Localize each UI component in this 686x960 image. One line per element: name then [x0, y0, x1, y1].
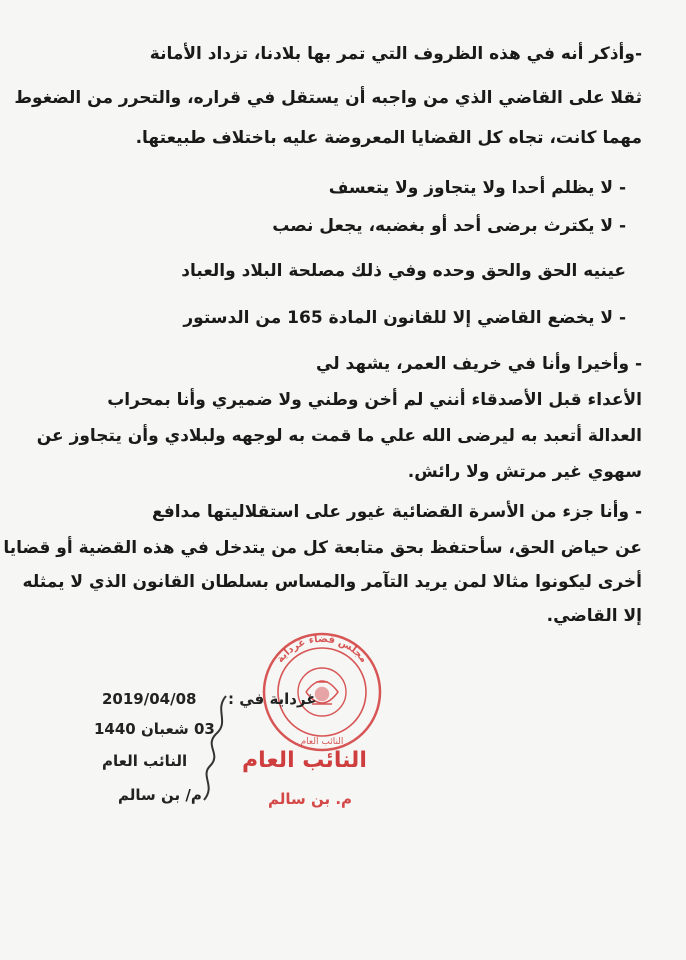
- paragraph-line: العدالة أتعبد به ليرضى الله علي ما قمت به لوجهه ولبلادي وأن يتجاوز عن: [36, 426, 642, 446]
- date-label: غرداية في :: [228, 690, 317, 708]
- paragraph-line: عينيه الحق والحق وحده وفي ذلك مصلحة البلاد والعباد: [181, 261, 626, 281]
- signatory-title: النائب العام: [102, 752, 188, 770]
- paragraph-line: إلا القاضي.: [546, 606, 642, 626]
- paragraph-line: - وأنا جزء من الأسرة القضائية غيور على استقلاليتها مدافع: [151, 502, 642, 522]
- paragraph-line: ثقلا على القاضي الذي من واجبه أن يستقل في قراره، والتحرر من الضغوط: [14, 88, 642, 108]
- stamp-outer-text: مجلس قضاء غرداية: [274, 633, 370, 665]
- paragraph-line: مهما كانت، تجاه كل القضايا المعروضة عليه باختلاف طبيعتها.: [135, 128, 642, 148]
- signatory-name: م/ بن سالم: [118, 786, 202, 804]
- date-value: 2019/04/08: [102, 690, 197, 708]
- stamp-bottom-text: النائب العام: [300, 737, 344, 747]
- paragraph-line: - وأخيرا وأنا في خريف العمر، يشهد لي: [316, 354, 642, 374]
- paragraph-line: - لا يظلم أحدا ولا يتجاوز ولا يتعسف: [328, 178, 626, 198]
- signature-name: م. بن سالم: [268, 790, 353, 808]
- paragraph-line: - لا يكترث برضى أحد أو بغضبه، يجعل نصب: [272, 216, 626, 236]
- svg-text:مجلس قضاء غرداية: [275, 634, 369, 665]
- signature-title: النائب العام: [242, 748, 367, 773]
- paragraph-line: -وأذكر أنه في هذه الظروف التي تمر بها بلادنا، تزداد الأمانة: [149, 44, 642, 64]
- paragraph-line: أخرى ليكونوا مثالا لمن يريد التآمر والمساس بسلطان القانون الذي لا يمثله: [22, 572, 642, 592]
- paragraph-line: الأعداء قبل الأصدقاء أنني لم أخن وطني ولا ضميري وأنا بمحراب: [107, 390, 642, 410]
- paragraph-line: - لا يخضع القاضي إلا للقانون المادة 165 من الدستور: [183, 308, 626, 328]
- hijri-date: 03 شعبان 1440: [94, 720, 215, 738]
- paragraph-line: سهوي غير مرتش ولا رائش.: [407, 462, 642, 482]
- paragraph-line: عن حياض الحق، سأحتفظ بحق متابعة كل من يتدخل في هذه القضية أو قضايا: [3, 538, 642, 558]
